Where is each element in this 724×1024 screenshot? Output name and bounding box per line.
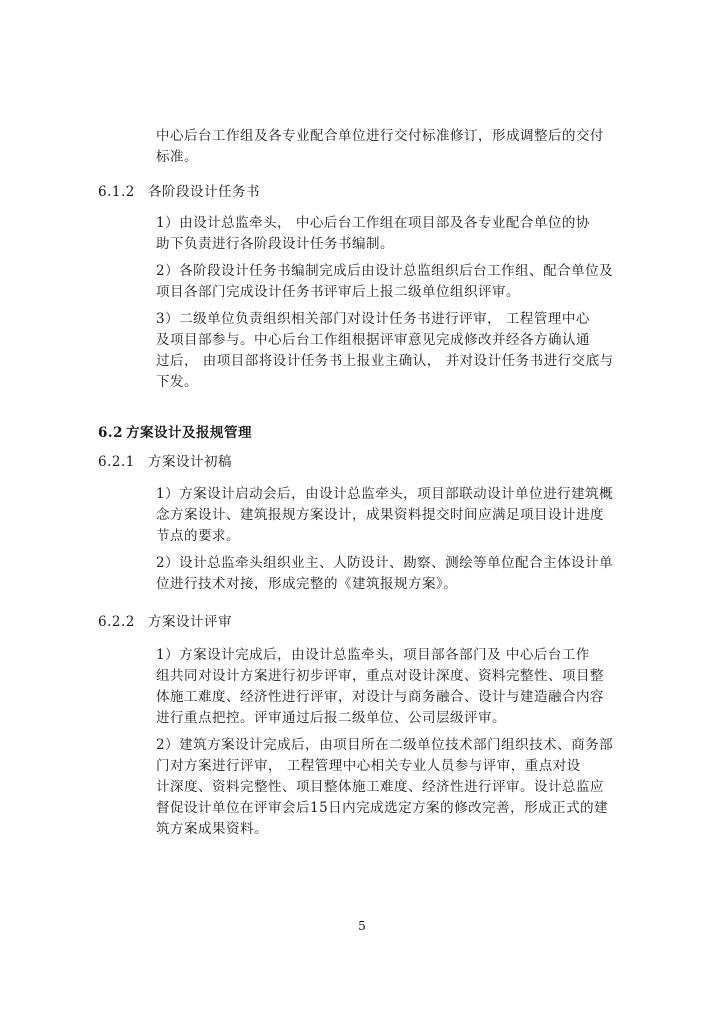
text-line: 体施工难度、经济性进行评审，对设计与商务融合、设计与建造融合内容 (156, 689, 604, 705)
text-line: 门对方案进行评审， 工程管理中心相关专业人员参与评审，重点对设 (156, 758, 581, 774)
text-line: 筑方案成果资料。 (156, 821, 268, 837)
text-line: 1）方案设计启动会后，由设计总监牵头，项目部联动设计单位进行建筑概 (156, 486, 614, 502)
text-line: 3）二级单位负责组织相关部门对设计任务书进行评审， 工程管理中心 (156, 311, 590, 327)
section-title: 方案设计评审 (148, 614, 232, 630)
text-line: 项目各部门完成设计任务书评审后上报二级单位组织评审。 (156, 284, 520, 300)
text-line: 中心后台工作组及各专业配合单位进行交付标准修订，形成调整后的交付 (156, 128, 604, 144)
section-title: 方案设计初稿 (148, 454, 232, 470)
text-line: 及项目部参与。中心后台工作组根据评审意见完成修改并经各方确认通 (156, 332, 590, 348)
section-number: 6.2.1 (98, 454, 135, 470)
section-number: 6.2 (98, 425, 123, 441)
text-line: 助下负责进行各阶段设计任务书编制。 (156, 236, 394, 252)
paragraph (156, 126, 636, 168)
paragraph (156, 484, 636, 595)
text-line: 2）各阶段设计任务书编制完成后由设计总监组织后台工作组、配合单位及 (156, 263, 614, 279)
text-line: 位进行技术对接，形成完整的《建筑报规方案》。 (156, 576, 458, 592)
text-line: 1）方案设计完成后，由设计总监牵头，项目部各部门及 中心后台工作 (156, 647, 590, 663)
text-line: 1）由设计总监牵头， 中心后台工作组在项目部及各专业配合单位的协 (156, 215, 590, 231)
text-line: 节点的要求。 (156, 528, 240, 544)
section-number: 6.2.2 (98, 614, 135, 630)
text-line: 2）设计总监牵头组织业主、人防设计、勘察、测绘等单位配合主体设计单 (156, 555, 614, 571)
text-line: 念方案设计、建筑报规方案设计，成果资料提交时间应满足项目设计进度 (156, 507, 604, 523)
text-line: 标准。 (156, 149, 198, 165)
page-number: 5 (358, 919, 366, 933)
paragraph (156, 645, 636, 840)
text-line: 督促设计单位在评审会后15日内完成选定方案的修改完善，形成正式的建 (156, 800, 609, 816)
section-heading-6-2-2 (98, 612, 232, 633)
section-title: 各阶段设计任务书 (148, 184, 260, 200)
paragraph (156, 213, 636, 393)
text-line: 计深度、资料完整性、项目整体施工难度、经济性进行评审。设计总监应 (156, 779, 604, 795)
text-line: 下发。 (156, 374, 198, 390)
section-heading-6-1-2 (98, 182, 260, 203)
section-number: 6.1.2 (98, 184, 135, 200)
section-heading-6-2-1 (98, 452, 232, 473)
text-line: 组共同对设计方案进行初步评审，重点对设计深度、资料完整性、项目整 (156, 668, 604, 684)
text-line: 过后， 由项目部将设计任务书上报业主确认， 并对设计任务书进行交底与 (156, 353, 614, 369)
text-line: 2）建筑方案设计完成后，由项目所在二级单位技术部门组织技术、商务部 (156, 737, 614, 753)
section-title: 方案设计及报规管理 (126, 425, 252, 441)
text-line: 进行重点把控。评审通过后报二级单位、公司层级评审。 (156, 710, 506, 726)
section-heading-6-2 (98, 423, 252, 444)
